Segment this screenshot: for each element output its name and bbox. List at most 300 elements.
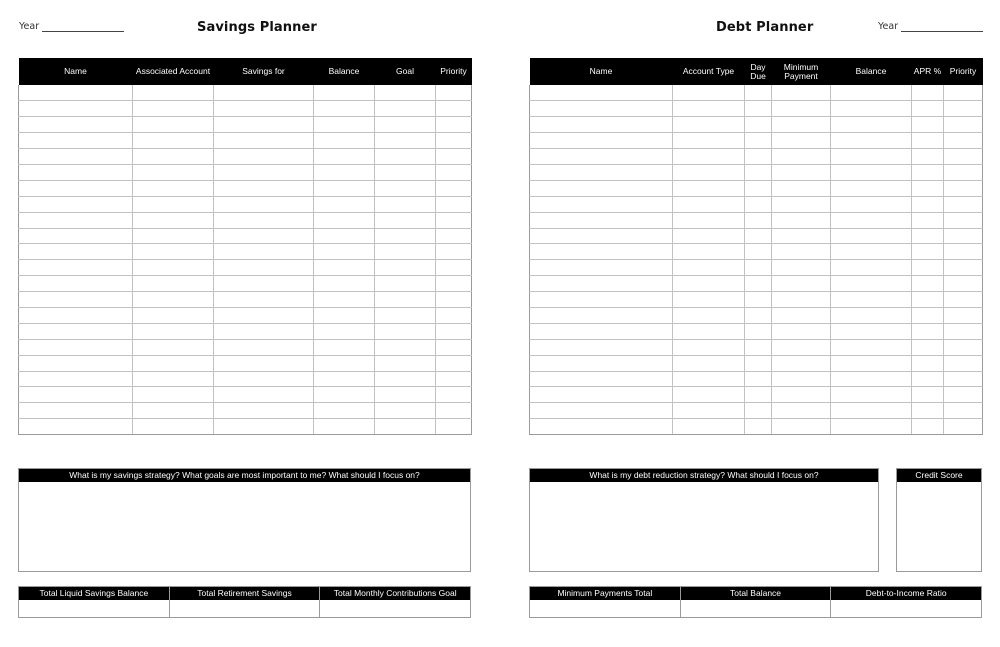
savings-table-cell[interactable] bbox=[314, 228, 375, 244]
debt-table-cell[interactable] bbox=[831, 276, 912, 292]
savings-table-cell[interactable] bbox=[214, 292, 314, 308]
savings-table-cell[interactable] bbox=[314, 85, 375, 101]
debt-table-cell[interactable] bbox=[831, 323, 912, 339]
savings-table-cell[interactable] bbox=[214, 117, 314, 133]
savings-table-cell[interactable] bbox=[314, 387, 375, 403]
debt-table-cell[interactable] bbox=[673, 85, 745, 101]
savings-table-cell[interactable] bbox=[19, 228, 133, 244]
savings-table-cell[interactable] bbox=[314, 403, 375, 419]
savings-table-cell[interactable] bbox=[19, 292, 133, 308]
savings-table-cell[interactable] bbox=[314, 355, 375, 371]
savings-table-cell[interactable] bbox=[133, 101, 214, 117]
savings-table-cell[interactable] bbox=[133, 180, 214, 196]
savings-table-cell[interactable] bbox=[133, 323, 214, 339]
debt-table-cell[interactable] bbox=[944, 355, 983, 371]
debt-table-cell[interactable] bbox=[944, 85, 983, 101]
debt-table-cell[interactable] bbox=[772, 403, 831, 419]
debt-table-cell[interactable] bbox=[944, 307, 983, 323]
debt-table-cell[interactable] bbox=[772, 260, 831, 276]
savings-table-cell[interactable] bbox=[436, 133, 472, 149]
debt-table-cell[interactable] bbox=[831, 260, 912, 276]
debt-table-cell[interactable] bbox=[772, 180, 831, 196]
savings-table-cell[interactable] bbox=[19, 276, 133, 292]
debt-table-cell[interactable] bbox=[673, 419, 745, 435]
savings-table-cell[interactable] bbox=[19, 371, 133, 387]
debt-table-cell[interactable] bbox=[745, 339, 772, 355]
debt-table-cell[interactable] bbox=[530, 307, 673, 323]
savings-table-cell[interactable] bbox=[375, 164, 436, 180]
debt-table-cell[interactable] bbox=[772, 307, 831, 323]
debt-table-cell[interactable] bbox=[530, 355, 673, 371]
savings-table-cell[interactable] bbox=[314, 101, 375, 117]
debt-table-cell[interactable] bbox=[944, 228, 983, 244]
savings-table-cell[interactable] bbox=[214, 196, 314, 212]
savings-table-cell[interactable] bbox=[375, 387, 436, 403]
debt-table-cell[interactable] bbox=[530, 149, 673, 165]
debt-table-cell[interactable] bbox=[530, 85, 673, 101]
debt-table-cell[interactable] bbox=[530, 180, 673, 196]
savings-table-cell[interactable] bbox=[375, 371, 436, 387]
debt-table-cell[interactable] bbox=[673, 307, 745, 323]
debt-table-cell[interactable] bbox=[530, 164, 673, 180]
savings-table-cell[interactable] bbox=[314, 164, 375, 180]
savings-table-cell[interactable] bbox=[214, 371, 314, 387]
savings-table-cell[interactable] bbox=[436, 307, 472, 323]
debt-table-cell[interactable] bbox=[772, 228, 831, 244]
savings-table-cell[interactable] bbox=[133, 355, 214, 371]
debt-table-cell[interactable] bbox=[944, 387, 983, 403]
debt-table-cell[interactable] bbox=[912, 371, 944, 387]
savings-table-cell[interactable] bbox=[375, 133, 436, 149]
savings-table-cell[interactable] bbox=[133, 276, 214, 292]
savings-table-cell[interactable] bbox=[19, 355, 133, 371]
savings-table-cell[interactable] bbox=[214, 323, 314, 339]
debt-table-cell[interactable] bbox=[944, 403, 983, 419]
savings-table-cell[interactable] bbox=[314, 307, 375, 323]
debt-table-cell[interactable] bbox=[831, 355, 912, 371]
savings-table-cell[interactable] bbox=[436, 339, 472, 355]
debt-table-cell[interactable] bbox=[745, 371, 772, 387]
savings-table-cell[interactable] bbox=[375, 260, 436, 276]
savings-table-cell[interactable] bbox=[133, 196, 214, 212]
savings-table-cell[interactable] bbox=[19, 164, 133, 180]
total-monthly-contributions-value[interactable] bbox=[320, 600, 470, 617]
debt-table-cell[interactable] bbox=[912, 149, 944, 165]
credit-score-box[interactable] bbox=[896, 468, 982, 572]
savings-table-cell[interactable] bbox=[375, 180, 436, 196]
savings-strategy-box[interactable] bbox=[18, 468, 471, 572]
savings-table-cell[interactable] bbox=[314, 244, 375, 260]
debt-table-cell[interactable] bbox=[831, 117, 912, 133]
debt-table-cell[interactable] bbox=[944, 149, 983, 165]
savings-table-cell[interactable] bbox=[214, 101, 314, 117]
debt-table-cell[interactable] bbox=[745, 260, 772, 276]
savings-table-cell[interactable] bbox=[214, 307, 314, 323]
debt-table-cell[interactable] bbox=[912, 419, 944, 435]
debt-table-cell[interactable] bbox=[745, 149, 772, 165]
debt-table-cell[interactable] bbox=[745, 212, 772, 228]
savings-table-cell[interactable] bbox=[436, 292, 472, 308]
debt-table-cell[interactable] bbox=[912, 387, 944, 403]
savings-table-cell[interactable] bbox=[214, 164, 314, 180]
debt-table-cell[interactable] bbox=[673, 387, 745, 403]
savings-table-cell[interactable] bbox=[133, 212, 214, 228]
total-retirement-savings-cell[interactable] bbox=[169, 587, 320, 617]
savings-table-cell[interactable] bbox=[314, 276, 375, 292]
savings-table-cell[interactable] bbox=[133, 292, 214, 308]
savings-table-cell[interactable] bbox=[133, 260, 214, 276]
debt-table-cell[interactable] bbox=[673, 339, 745, 355]
debt-table-cell[interactable] bbox=[772, 244, 831, 260]
debt-table-cell[interactable] bbox=[673, 260, 745, 276]
savings-table-cell[interactable] bbox=[436, 85, 472, 101]
savings-table-cell[interactable] bbox=[436, 117, 472, 133]
debt-table-cell[interactable] bbox=[745, 244, 772, 260]
debt-table-cell[interactable] bbox=[673, 292, 745, 308]
debt-table-cell[interactable] bbox=[912, 196, 944, 212]
debt-table-cell[interactable] bbox=[831, 292, 912, 308]
debt-table-cell[interactable] bbox=[912, 403, 944, 419]
debt-table-cell[interactable] bbox=[673, 276, 745, 292]
savings-table-cell[interactable] bbox=[436, 260, 472, 276]
savings-table-cell[interactable] bbox=[214, 403, 314, 419]
savings-table-cell[interactable] bbox=[19, 403, 133, 419]
debt-table-cell[interactable] bbox=[530, 276, 673, 292]
savings-table-cell[interactable] bbox=[133, 117, 214, 133]
debt-table-cell[interactable] bbox=[831, 244, 912, 260]
savings-table-cell[interactable] bbox=[133, 419, 214, 435]
debt-table-cell[interactable] bbox=[831, 403, 912, 419]
debt-table-cell[interactable] bbox=[530, 117, 673, 133]
debt-table-cell[interactable] bbox=[831, 164, 912, 180]
debt-table-cell[interactable] bbox=[530, 403, 673, 419]
savings-table-cell[interactable] bbox=[375, 403, 436, 419]
savings-table-cell[interactable] bbox=[133, 244, 214, 260]
savings-table-cell[interactable] bbox=[19, 196, 133, 212]
debt-table-cell[interactable] bbox=[745, 403, 772, 419]
savings-table-cell[interactable] bbox=[436, 196, 472, 212]
savings-table-cell[interactable] bbox=[214, 387, 314, 403]
savings-table-cell[interactable] bbox=[19, 387, 133, 403]
savings-table-cell[interactable] bbox=[133, 85, 214, 101]
total-balance-cell[interactable] bbox=[680, 587, 831, 617]
debt-table-cell[interactable] bbox=[530, 323, 673, 339]
savings-table-cell[interactable] bbox=[314, 180, 375, 196]
debt-table-cell[interactable] bbox=[673, 355, 745, 371]
debt-table-cell[interactable] bbox=[530, 292, 673, 308]
debt-table-cell[interactable] bbox=[530, 371, 673, 387]
savings-table-cell[interactable] bbox=[19, 85, 133, 101]
debt-table-cell[interactable] bbox=[912, 355, 944, 371]
savings-table-cell[interactable] bbox=[375, 149, 436, 165]
debt-table-cell[interactable] bbox=[831, 180, 912, 196]
debt-table-cell[interactable] bbox=[530, 339, 673, 355]
debt-table-cell[interactable] bbox=[772, 164, 831, 180]
total-balance-value[interactable] bbox=[681, 600, 831, 617]
savings-table-cell[interactable] bbox=[19, 339, 133, 355]
savings-table-cell[interactable] bbox=[214, 276, 314, 292]
savings-table-cell[interactable] bbox=[375, 212, 436, 228]
debt-table-cell[interactable] bbox=[944, 339, 983, 355]
debt-table-cell[interactable] bbox=[673, 101, 745, 117]
savings-table-cell[interactable] bbox=[19, 133, 133, 149]
debt-table-cell[interactable] bbox=[673, 371, 745, 387]
savings-table-cell[interactable] bbox=[214, 228, 314, 244]
savings-table-cell[interactable] bbox=[19, 180, 133, 196]
debt-year-line[interactable] bbox=[901, 22, 983, 32]
savings-table-cell[interactable] bbox=[314, 371, 375, 387]
debt-table-cell[interactable] bbox=[944, 133, 983, 149]
savings-table-cell[interactable] bbox=[133, 133, 214, 149]
debt-table-cell[interactable] bbox=[745, 133, 772, 149]
debt-table-cell[interactable] bbox=[530, 212, 673, 228]
debt-table-cell[interactable] bbox=[944, 212, 983, 228]
debt-table-cell[interactable] bbox=[831, 149, 912, 165]
debt-table-cell[interactable] bbox=[831, 228, 912, 244]
savings-table-cell[interactable] bbox=[214, 212, 314, 228]
savings-table-cell[interactable] bbox=[375, 323, 436, 339]
debt-table-cell[interactable] bbox=[673, 164, 745, 180]
savings-table-cell[interactable] bbox=[19, 307, 133, 323]
savings-table-cell[interactable] bbox=[436, 419, 472, 435]
debt-table-cell[interactable] bbox=[745, 85, 772, 101]
savings-table-cell[interactable] bbox=[214, 260, 314, 276]
debt-table-cell[interactable] bbox=[530, 133, 673, 149]
debt-table-cell[interactable] bbox=[912, 260, 944, 276]
debt-table-cell[interactable] bbox=[745, 117, 772, 133]
debt-table-cell[interactable] bbox=[944, 101, 983, 117]
debt-table-cell[interactable] bbox=[912, 244, 944, 260]
debt-table-cell[interactable] bbox=[530, 101, 673, 117]
savings-table-cell[interactable] bbox=[375, 244, 436, 260]
debt-table-cell[interactable] bbox=[530, 196, 673, 212]
savings-table-cell[interactable] bbox=[375, 307, 436, 323]
debt-table-cell[interactable] bbox=[831, 85, 912, 101]
minimum-payments-total-cell[interactable] bbox=[530, 587, 680, 617]
savings-table-cell[interactable] bbox=[375, 85, 436, 101]
debt-year-field[interactable] bbox=[878, 21, 983, 32]
debt-table-cell[interactable] bbox=[944, 180, 983, 196]
debt-table-cell[interactable] bbox=[745, 387, 772, 403]
debt-table-cell[interactable] bbox=[944, 292, 983, 308]
savings-table-cell[interactable] bbox=[133, 371, 214, 387]
debt-table-cell[interactable] bbox=[912, 85, 944, 101]
debt-table-cell[interactable] bbox=[745, 228, 772, 244]
debt-table-cell[interactable] bbox=[772, 212, 831, 228]
savings-table-cell[interactable] bbox=[436, 403, 472, 419]
savings-table-cell[interactable] bbox=[133, 228, 214, 244]
savings-table-cell[interactable] bbox=[436, 149, 472, 165]
savings-table-cell[interactable] bbox=[314, 149, 375, 165]
debt-table-cell[interactable] bbox=[944, 323, 983, 339]
savings-table-cell[interactable] bbox=[214, 149, 314, 165]
debt-table-cell[interactable] bbox=[772, 323, 831, 339]
total-retirement-savings-value[interactable] bbox=[170, 600, 320, 617]
debt-table-cell[interactable] bbox=[673, 403, 745, 419]
savings-table-cell[interactable] bbox=[214, 133, 314, 149]
debt-table-cell[interactable] bbox=[772, 85, 831, 101]
debt-table-cell[interactable] bbox=[673, 149, 745, 165]
savings-year-field[interactable] bbox=[19, 21, 124, 32]
debt-table-cell[interactable] bbox=[912, 212, 944, 228]
debt-table-cell[interactable] bbox=[772, 355, 831, 371]
savings-table-cell[interactable] bbox=[375, 355, 436, 371]
debt-table-cell[interactable] bbox=[772, 149, 831, 165]
debt-table-cell[interactable] bbox=[530, 244, 673, 260]
debt-table-cell[interactable] bbox=[831, 133, 912, 149]
debt-table-cell[interactable] bbox=[772, 419, 831, 435]
debt-table-cell[interactable] bbox=[772, 133, 831, 149]
debt-table-cell[interactable] bbox=[530, 387, 673, 403]
debt-table-cell[interactable] bbox=[944, 276, 983, 292]
savings-table-cell[interactable] bbox=[214, 355, 314, 371]
debt-table-cell[interactable] bbox=[673, 196, 745, 212]
debt-table-cell[interactable] bbox=[831, 387, 912, 403]
savings-table-cell[interactable] bbox=[133, 339, 214, 355]
debt-table-cell[interactable] bbox=[912, 228, 944, 244]
debt-table-cell[interactable] bbox=[944, 117, 983, 133]
savings-table-cell[interactable] bbox=[375, 228, 436, 244]
debt-table-cell[interactable] bbox=[673, 228, 745, 244]
savings-table-cell[interactable] bbox=[214, 180, 314, 196]
debt-table-cell[interactable] bbox=[912, 339, 944, 355]
debt-table-cell[interactable] bbox=[772, 292, 831, 308]
savings-table-cell[interactable] bbox=[314, 323, 375, 339]
debt-table-cell[interactable] bbox=[772, 371, 831, 387]
savings-table-cell[interactable] bbox=[375, 117, 436, 133]
debt-table-cell[interactable] bbox=[745, 180, 772, 196]
savings-table-cell[interactable] bbox=[436, 212, 472, 228]
debt-table-cell[interactable] bbox=[745, 323, 772, 339]
debt-table-cell[interactable] bbox=[530, 228, 673, 244]
savings-table-cell[interactable] bbox=[19, 244, 133, 260]
debt-table-cell[interactable] bbox=[673, 244, 745, 260]
savings-table-cell[interactable] bbox=[375, 292, 436, 308]
savings-table-cell[interactable] bbox=[314, 292, 375, 308]
savings-table-cell[interactable] bbox=[19, 260, 133, 276]
savings-table-cell[interactable] bbox=[314, 117, 375, 133]
debt-table-cell[interactable] bbox=[745, 164, 772, 180]
debt-table-cell[interactable] bbox=[912, 180, 944, 196]
debt-table-cell[interactable] bbox=[912, 133, 944, 149]
savings-table-cell[interactable] bbox=[314, 212, 375, 228]
debt-table-cell[interactable] bbox=[944, 260, 983, 276]
debt-table-cell[interactable] bbox=[772, 339, 831, 355]
debt-table-cell[interactable] bbox=[912, 101, 944, 117]
savings-table-cell[interactable] bbox=[314, 339, 375, 355]
debt-table-cell[interactable] bbox=[912, 307, 944, 323]
total-liquid-savings-value[interactable] bbox=[19, 600, 169, 617]
savings-table-cell[interactable] bbox=[19, 117, 133, 133]
total-liquid-savings-cell[interactable] bbox=[19, 587, 169, 617]
savings-table-cell[interactable] bbox=[436, 244, 472, 260]
debt-table-cell[interactable] bbox=[772, 276, 831, 292]
savings-table-cell[interactable] bbox=[375, 339, 436, 355]
debt-table-cell[interactable] bbox=[530, 260, 673, 276]
savings-table-cell[interactable] bbox=[436, 180, 472, 196]
debt-table-cell[interactable] bbox=[912, 164, 944, 180]
debt-table-cell[interactable] bbox=[831, 419, 912, 435]
savings-table-cell[interactable] bbox=[436, 355, 472, 371]
debt-table-cell[interactable] bbox=[831, 196, 912, 212]
minimum-payments-total-value[interactable] bbox=[530, 600, 680, 617]
savings-table-cell[interactable] bbox=[436, 371, 472, 387]
debt-table-cell[interactable] bbox=[944, 196, 983, 212]
debt-to-income-ratio-value[interactable] bbox=[831, 600, 981, 617]
savings-table-cell[interactable] bbox=[19, 149, 133, 165]
savings-table-cell[interactable] bbox=[19, 323, 133, 339]
debt-table-cell[interactable] bbox=[745, 307, 772, 323]
savings-table-cell[interactable] bbox=[375, 419, 436, 435]
debt-table-cell[interactable] bbox=[831, 212, 912, 228]
debt-table-cell[interactable] bbox=[772, 101, 831, 117]
debt-table-cell[interactable] bbox=[912, 292, 944, 308]
savings-table-cell[interactable] bbox=[133, 403, 214, 419]
savings-table-cell[interactable] bbox=[214, 244, 314, 260]
debt-table-cell[interactable] bbox=[831, 101, 912, 117]
debt-table-cell[interactable] bbox=[912, 323, 944, 339]
debt-table-cell[interactable] bbox=[944, 244, 983, 260]
savings-table-cell[interactable] bbox=[314, 196, 375, 212]
debt-table-cell[interactable] bbox=[745, 292, 772, 308]
debt-table-cell[interactable] bbox=[912, 117, 944, 133]
savings-table-cell[interactable] bbox=[436, 387, 472, 403]
savings-table-cell[interactable] bbox=[375, 101, 436, 117]
debt-table-cell[interactable] bbox=[772, 196, 831, 212]
savings-table-cell[interactable] bbox=[214, 85, 314, 101]
savings-table-cell[interactable] bbox=[375, 276, 436, 292]
savings-table-cell[interactable] bbox=[19, 212, 133, 228]
debt-table-cell[interactable] bbox=[673, 133, 745, 149]
savings-table-cell[interactable] bbox=[133, 387, 214, 403]
savings-table-cell[interactable] bbox=[314, 260, 375, 276]
debt-table-cell[interactable] bbox=[831, 339, 912, 355]
savings-table-cell[interactable] bbox=[436, 164, 472, 180]
savings-table-cell[interactable] bbox=[19, 419, 133, 435]
savings-table-cell[interactable] bbox=[214, 419, 314, 435]
total-monthly-contributions-cell[interactable] bbox=[319, 587, 470, 617]
savings-table-cell[interactable] bbox=[133, 149, 214, 165]
savings-year-line[interactable] bbox=[42, 22, 124, 32]
debt-table-cell[interactable] bbox=[673, 323, 745, 339]
savings-table-cell[interactable] bbox=[436, 276, 472, 292]
savings-table-cell[interactable] bbox=[436, 101, 472, 117]
debt-table-cell[interactable] bbox=[673, 212, 745, 228]
debt-table-cell[interactable] bbox=[912, 276, 944, 292]
debt-table-cell[interactable] bbox=[673, 180, 745, 196]
savings-table-cell[interactable] bbox=[436, 323, 472, 339]
debt-table-cell[interactable] bbox=[745, 101, 772, 117]
debt-table-cell[interactable] bbox=[831, 371, 912, 387]
savings-table-cell[interactable] bbox=[19, 101, 133, 117]
debt-to-income-ratio-cell[interactable] bbox=[830, 587, 981, 617]
savings-table-cell[interactable] bbox=[375, 196, 436, 212]
debt-strategy-box[interactable] bbox=[529, 468, 879, 572]
debt-table-cell[interactable] bbox=[530, 419, 673, 435]
debt-table-cell[interactable] bbox=[745, 276, 772, 292]
debt-table-cell[interactable] bbox=[944, 164, 983, 180]
debt-table-cell[interactable] bbox=[745, 355, 772, 371]
savings-table-cell[interactable] bbox=[436, 228, 472, 244]
savings-table-cell[interactable] bbox=[314, 133, 375, 149]
debt-table-cell[interactable] bbox=[745, 196, 772, 212]
savings-table-cell[interactable] bbox=[214, 339, 314, 355]
debt-table-cell[interactable] bbox=[944, 419, 983, 435]
savings-table-cell[interactable] bbox=[314, 419, 375, 435]
debt-table-cell[interactable] bbox=[831, 307, 912, 323]
debt-table-cell[interactable] bbox=[772, 117, 831, 133]
savings-table-cell[interactable] bbox=[133, 164, 214, 180]
